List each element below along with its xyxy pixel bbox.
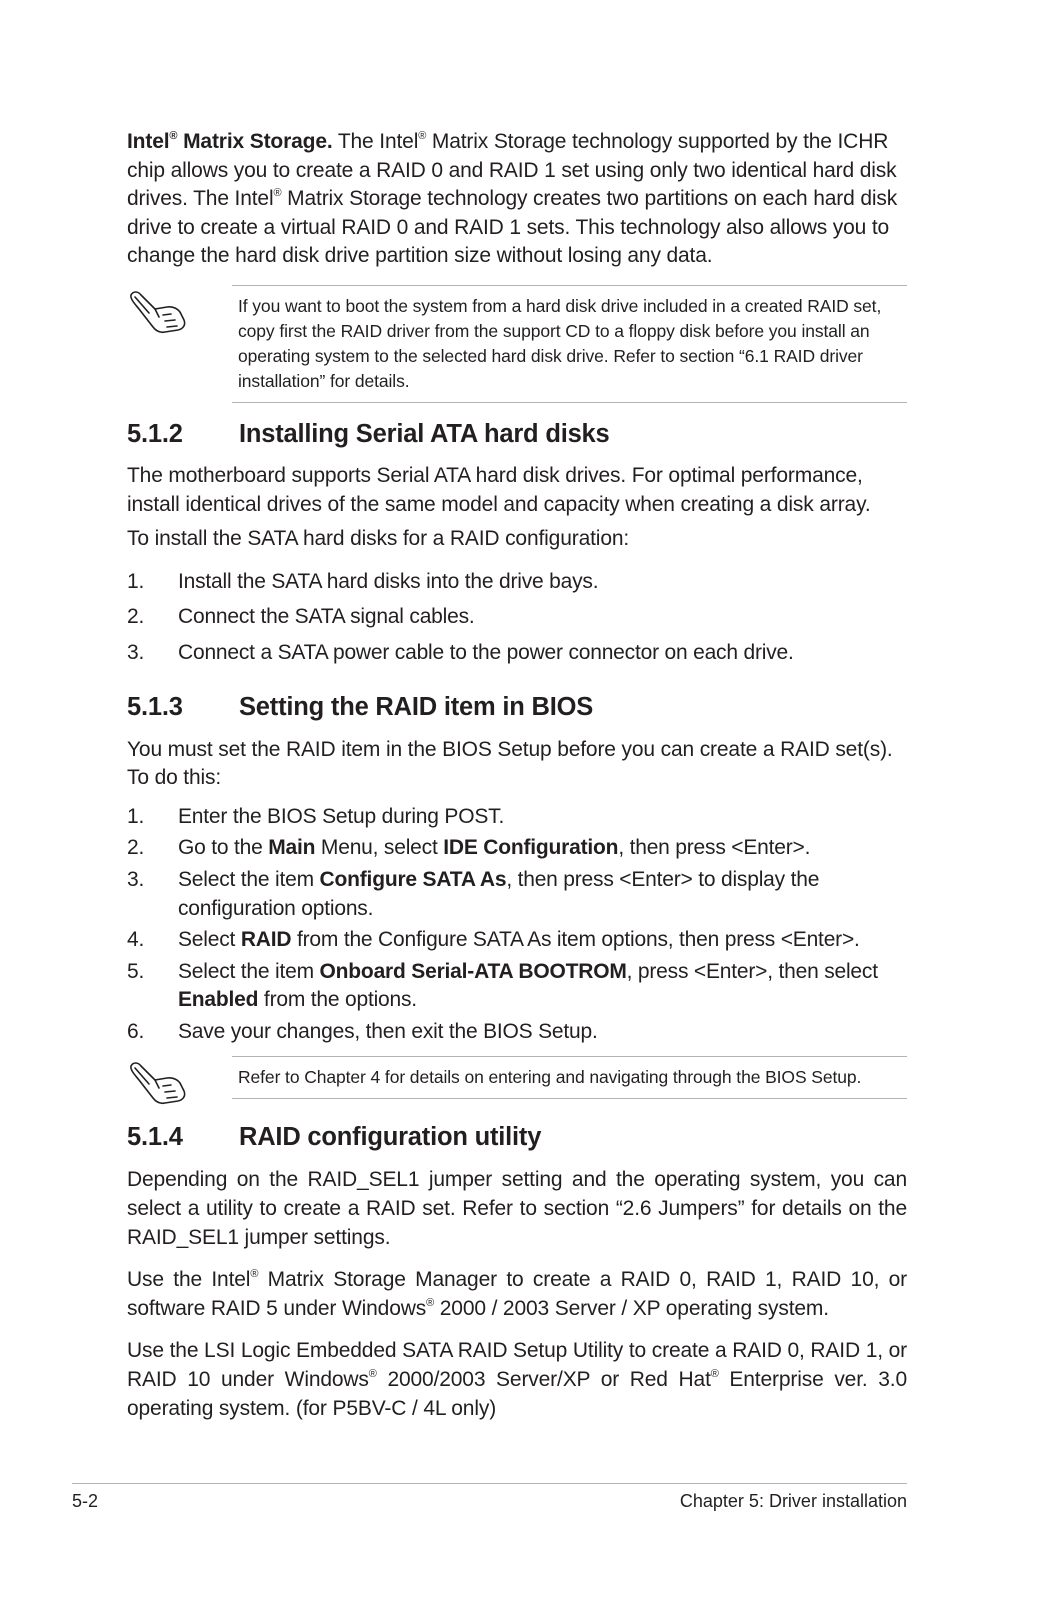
chapter-title: Chapter 5: Driver installation: [679, 1491, 907, 1511]
section-heading-5-1-4: 5.1.4 RAID configuration utility: [127, 1123, 542, 1152]
intro-paragraph: Intel® Matrix Storage. The Intel® Matrix Storage technology supported by the ICHR chip allows you to create a RAID 0 and RAID 1 set using only two identical hard disk drives. The Intel® Matrix Storage technology creates two partitions on each hard disk drive to create a virtual RAID 0 and RAID 1 sets. This technology also allows you to change the hard disk drive partition size without losing any data.: [127, 130, 898, 268]
list-item: 2. Go to the Main Menu, select IDE Configuration, then press <Enter>.: [127, 836, 811, 860]
sec512-paragraph-2: To install the SATA hard disks for a RAID configuration:: [127, 527, 630, 551]
sec514-paragraph-3: Use the LSI Logic Embedded SATA RAID Setup Utility to create a RAID 0, RAID 1, or RAID 10 under Windows® 2000/2003 Server/XP or Red Hat® Enterprise ver. 3.0 operating system. (for P5BV-C / 4L only): [127, 1339, 907, 1420]
list-item: 6. Save your changes, then exit the BIOS Setup.: [127, 1019, 598, 1043]
section-heading-5-1-3: 5.1.3 Setting the RAID item in BIOS: [127, 692, 594, 721]
list-item: 2. Connect the SATA signal cables.: [127, 605, 475, 629]
pointing-hand-icon: [127, 1058, 191, 1110]
list-item: 3. Connect a SATA power cable to the power connector on each drive.: [127, 640, 794, 664]
intro-lead: Intel® Matrix Storage.: [127, 130, 333, 153]
list-item: 3. Select the item Configure SATA As, then press <Enter> to display the configuration options.: [127, 867, 820, 920]
sec514-paragraph-2: Use the Intel® Matrix Storage Manager to create a RAID 0, RAID 1, RAID 10, or software RAID 5 under Windows® 2000 / 2003 Server / XP operating system.: [127, 1268, 908, 1320]
sec512-paragraph-1: The motherboard supports Serial ATA hard disk drives. For optimal performance, install identical drives of the same model and capacity when creating a disk array.: [127, 463, 871, 516]
footer-divider: [72, 1483, 907, 1484]
sec513-steps-list: [127, 803, 907, 1047]
page-number: 5-2: [72, 1491, 99, 1511]
note-text: Refer to Chapter 4 for details on entering and navigating through the BIOS Setup.: [232, 1056, 907, 1099]
list-item: 1. Install the SATA hard disks into the drive bays.: [127, 569, 599, 593]
section-heading-5-1-2: 5.1.2 Installing Serial ATA hard disks: [127, 419, 610, 448]
list-item: 4. Select RAID from the Configure SATA As item options, then press <Enter>.: [127, 928, 860, 952]
note-box-boot: [127, 285, 907, 403]
list-item: 1. Enter the BIOS Setup during POST.: [127, 804, 505, 828]
page-content: [127, 128, 907, 1423]
sec513-paragraph-1: You must set the RAID item in the BIOS Setup before you can create a RAID set(s). To do this:: [127, 737, 893, 790]
list-item: 5. Select the item Onboard Serial-ATA BOOTROM, press <Enter>, then select Enabled from the options.: [127, 959, 878, 1012]
sec514-paragraph-1: Depending on the RAID_SEL1 jumper setting and the operating system, you can select a utility to create a RAID set. Refer to section “2.6 Jumpers” for details on the RAID_SEL1 jumper settings.: [127, 1168, 907, 1249]
note-box-bios: [127, 1056, 907, 1099]
note-text: If you want to boot the system from a hard disk drive included in a created RAID set, copy first the RAID driver from the support CD to a floppy disk before you install an operating system to the selected hard disk drive. Refer to section “6.1 RAID driver installation” for details.: [232, 285, 907, 403]
sec512-steps-list: [127, 568, 907, 668]
pointing-hand-icon: [127, 287, 191, 339]
